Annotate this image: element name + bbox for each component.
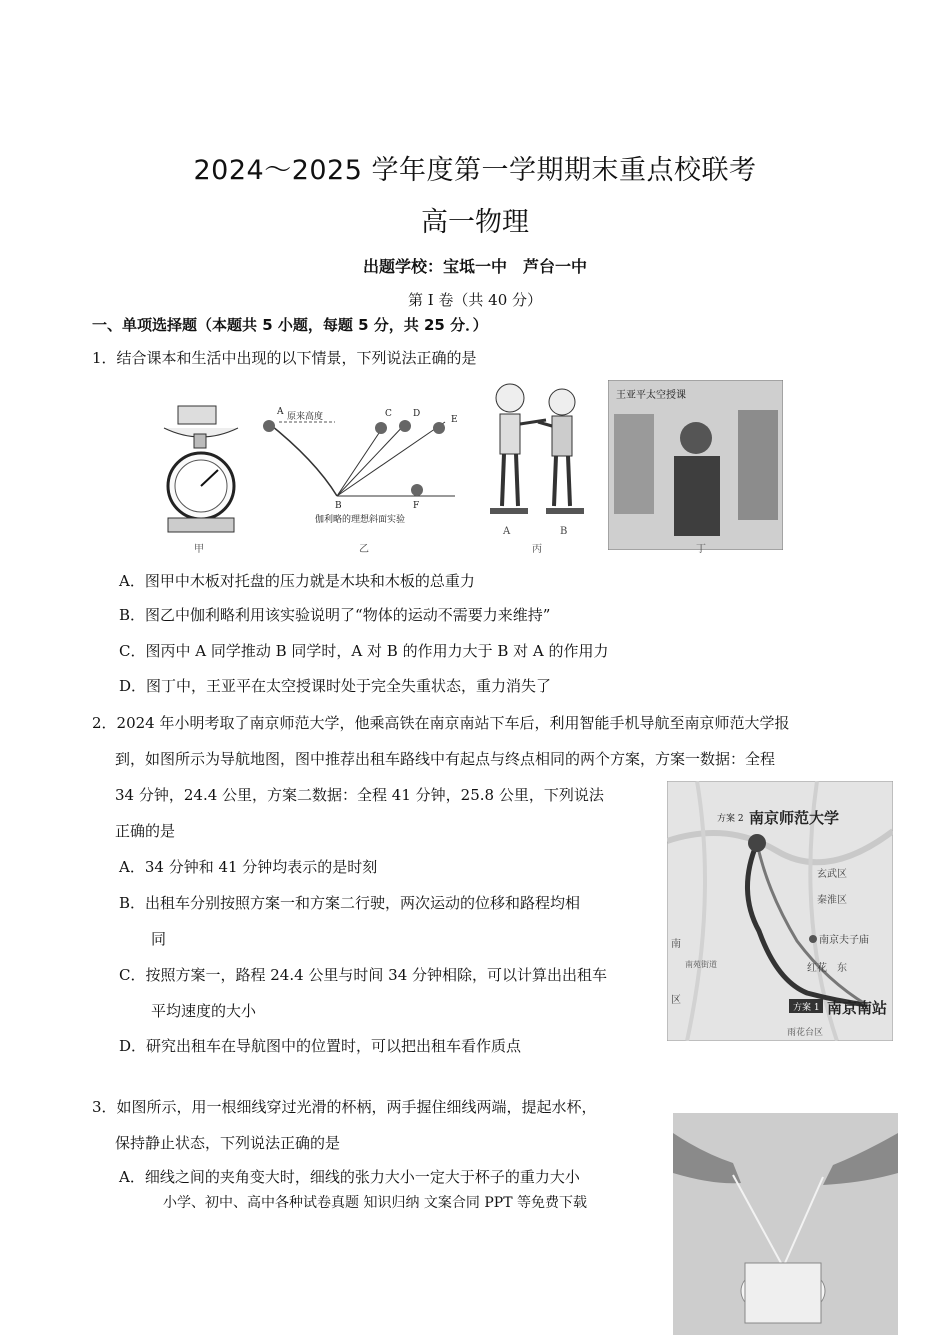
galileo-height-label: 原来高度 bbox=[287, 412, 324, 422]
map-district-yuhuatai: 雨花台区 bbox=[787, 1028, 824, 1038]
fig-label-yi: 乙 bbox=[359, 544, 369, 555]
q2-option-b: B．出租车分别按照方案一和方案二行驶，两次运动的位移和路程均相 bbox=[119, 894, 581, 912]
school-line: 出题学校：宝坻一中 芦台一中 bbox=[362, 257, 587, 276]
map-east-label: 东 bbox=[837, 963, 847, 974]
galileo-point-d: D bbox=[413, 409, 421, 419]
map-district-qinhuai: 秦淮区 bbox=[817, 895, 847, 906]
q3-stem-line-1: 3．如图所示，用一根细线穿过光滑的杯柄，两手握住细线两端，提起水杯， bbox=[92, 1098, 597, 1116]
q1-figure-galileo bbox=[255, 400, 465, 530]
q1-option-c: C．图丙中 A 同学推动 B 同学时，A 对 B 的作用力大于 B 对 A 的作用力 bbox=[119, 642, 609, 660]
q1-figure-push bbox=[488, 380, 588, 530]
map-plan1-label: 方案 1 bbox=[793, 1003, 820, 1013]
map-plan2-label: 方案 2 bbox=[717, 814, 744, 824]
galileo-point-f: F bbox=[413, 501, 420, 511]
volume-line: 第 I 卷（共 40 分） bbox=[407, 291, 543, 309]
map-street-label: 南苑街道 bbox=[685, 960, 717, 969]
galileo-point-a: A bbox=[277, 407, 284, 417]
section-heading: 一、单项选择题（本题共 5 小题，每题 5 分，共 25 分．） bbox=[92, 316, 488, 334]
q2-stem-line-4: 正确的是 bbox=[115, 822, 176, 840]
map-poi-fuzimiao: 南京夫子庙 bbox=[819, 935, 869, 946]
q3-stem-line-2: 保持静止状态，下列说法正确的是 bbox=[115, 1134, 341, 1152]
map-destination-label: 南京师范大学 bbox=[749, 809, 840, 827]
q2-option-a: A．34 分钟和 41 分钟均表示的是时刻 bbox=[119, 858, 378, 876]
q1-figure-scale bbox=[160, 400, 242, 540]
q1-stem: 1．结合课本和生活中出现的以下情景，下列说法正确的是 bbox=[92, 349, 477, 367]
fig-label-ding: 丁 bbox=[696, 544, 706, 555]
map-street-label-2: 红花 bbox=[807, 963, 827, 974]
person-a-label: A bbox=[503, 526, 511, 537]
map-left-label-1: 南 bbox=[671, 939, 681, 950]
fig-label-jia: 甲 bbox=[194, 544, 204, 555]
subject-title: 高一物理 bbox=[421, 207, 529, 238]
galileo-point-b: B bbox=[335, 501, 342, 511]
exam-title: 2024～2025 学年度第一学期期末重点校联考 bbox=[193, 155, 757, 186]
q1-figure-wang-yaping bbox=[608, 380, 783, 550]
q3-cup-photo bbox=[673, 1113, 898, 1335]
map-left-label-2: 区 bbox=[671, 995, 681, 1006]
q2-stem-line-2: 到，如图所示为导航地图，图中推荐出租车路线中有起点与终点相同的两个方案，方案一数据：全程 bbox=[115, 750, 776, 768]
footer-note: 小学、初中、高中各种试卷真题 知识归纳 文案合同 PPT 等免费下载 bbox=[163, 1195, 587, 1211]
galileo-point-e: E bbox=[451, 415, 458, 425]
map-start-label: 南京南站 bbox=[827, 999, 888, 1017]
q2-option-b-cont: 同 bbox=[151, 930, 167, 948]
map-district-xuanwu: 玄武区 bbox=[817, 869, 847, 880]
fig-label-bing: 丙 bbox=[532, 544, 542, 555]
q2-navigation-map bbox=[667, 781, 893, 1041]
q3-option-a: A．细线之间的夹角变大时，细线的张力大小一定大于杯子的重力大小 bbox=[119, 1168, 580, 1186]
q2-option-c-cont: 平均速度的大小 bbox=[151, 1002, 257, 1020]
person-b-label: B bbox=[560, 526, 568, 537]
q2-option-d: D．研究出租车在导航图中的位置时，可以把出租车看作质点 bbox=[119, 1037, 522, 1055]
q1-option-a: A．图甲中木板对托盘的压力就是木块和木板的总重力 bbox=[119, 572, 475, 590]
wang-caption: 王亚平太空授课 bbox=[616, 390, 686, 401]
galileo-caption: 伽利略的理想斜面实验 bbox=[315, 515, 406, 525]
q1-option-d: D．图丁中，王亚平在太空授课时处于完全失重状态，重力消失了 bbox=[119, 677, 552, 695]
q1-option-b: B．图乙中伽利略利用该实验说明了“物体的运动不需要力来维持” bbox=[119, 606, 551, 624]
q2-stem-line-1: 2．2024 年小明考取了南京师范大学，他乘高铁在南京南站下车后，利用智能手机导航至南京师范大学报 bbox=[92, 714, 790, 732]
q2-stem-line-3: 34 分钟，24.4 公里，方案二数据：全程 41 分钟，25.8 公里，下列说法 bbox=[115, 786, 604, 804]
galileo-point-c: C bbox=[385, 409, 392, 419]
q2-option-c: C．按照方案一，路程 24.4 公里与时间 34 分钟相除，可以计算出出租车 bbox=[119, 966, 608, 984]
